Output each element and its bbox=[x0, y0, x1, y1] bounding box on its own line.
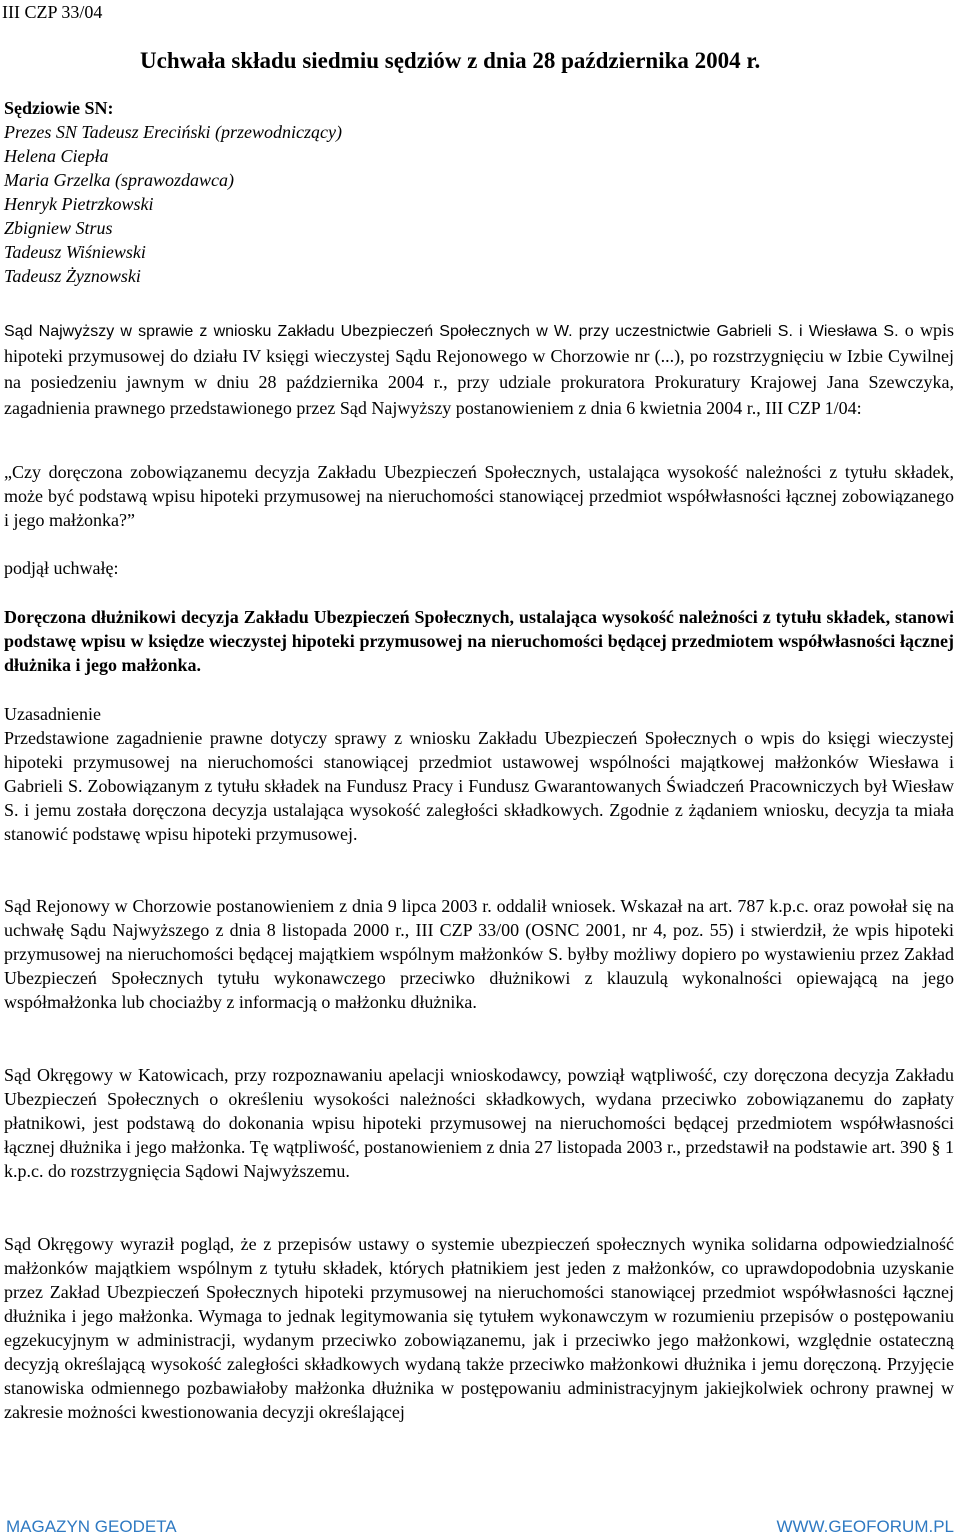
judge-name: Henryk Pietrzkowski bbox=[4, 194, 154, 214]
intro-sans-part: Sąd Najwyższy w sprawie z wniosku Zakładu Ubezpieczeń Społecznych w W. przy uczestnictwie Gabrieli S. i Wiesława S. bbox=[4, 323, 899, 340]
judge-name: Helena Ciepła bbox=[4, 146, 109, 166]
judge-name: Tadeusz Żyznowski bbox=[4, 266, 141, 286]
footer-publisher: MAGAZYN GEODETA bbox=[6, 1517, 177, 1536]
judges-section bbox=[4, 96, 342, 288]
justification-paragraph: Przedstawione zagadnienie prawne dotyczy sprawy z wniosku Zakładu Ubezpieczeń Społecznych o wpis do księgi wieczystej hipoteki przymusowej na nieruchomości stanowiącej przedmiot ustawowej wspólności majątkowej małżonków Wiesława i Gabrieli S. Zobowiązanym z tytułu składek na Fundusz Pracy i Fundusz Gwarantowanych Świadczeń Pracowniczych był Wiesław S. i jemu została doręczona decyzja ustalająca wysokość zaległości składkowych. Zgodnie z żądaniem wniosku, decyzja ta miała stanowić podstawę wpisu hipoteki przymusowej. bbox=[4, 728, 954, 844]
case-reference: III CZP 33/04 bbox=[2, 2, 103, 22]
resolved-label: podjął uchwałę: bbox=[4, 558, 119, 578]
justification-paragraph: Sąd Rejonowy w Chorzowie postanowieniem z dnia 9 lipca 2003 r. oddalił wniosek. Wskazał na art. 787 k.p.c. oraz powołał się na uchwałę Sądu Najwyższego z dnia 8 listopada 2000 r., III CZP 33/00 (OSNC 2001, nr 4, poz. 55) i stwierdził, że wpis hipoteki przymusowej na nieruchomości będącej majątkiem wspólnym małżonków S. byłby możliwy dopiero po wystawieniu przez Zakład Ubezpieczeń Społecznych tytułu wykonawczego przeciwko dłużnikowi z klauzulą wykonalności opiewającą na jego współmałżonka lub chociażby z informacją o małżonku dłużnika. bbox=[4, 896, 954, 1012]
resolution-text: Doręczona dłużnikowi decyzja Zakładu Ubezpieczeń Społecznych, ustalająca wysokość należności z tytułu składek, stanowi podstawę wpisu w księdze wieczystej hipoteki przymusowej na nieruchomości będącej przedmiotem współwłasności łącznej dłużnika i jego małżonka. bbox=[4, 607, 954, 675]
document-title: Uchwała składu siedmiu sędziów z dnia 28 października 2004 r. bbox=[140, 48, 761, 73]
justification-heading: Uzasadnienie bbox=[4, 704, 101, 724]
intro-serif-part: o wpis hipoteki przymusowej do działu IV księgi wieczystej Sądu Rejonowego w Chorzowie nr (...), po rozstrzygnięciu w Izbie Cywilnej na posiedzeniu jawnym w dniu 28 października 2004 r., przy udziale prokuratora Prokuratury Krajowej Jana Szewczyka, zagadnienia prawnego przedstawionego przez Sąd Najwyższy postanowieniem z dnia 6 kwietnia 2004 r., III CZP 1/04: bbox=[4, 320, 954, 418]
judge-name: Maria Grzelka (sprawozdawca) bbox=[4, 170, 234, 190]
intro-paragraph bbox=[4, 318, 954, 422]
footer-website: WWW.GEOFORUM.PL bbox=[776, 1517, 954, 1536]
judge-name: Zbigniew Strus bbox=[4, 218, 113, 238]
judges-heading: Sędziowie SN: bbox=[4, 98, 114, 118]
judge-name: Tadeusz Wiśniewski bbox=[4, 242, 146, 262]
legal-question: „Czy doręczona zobowiązanemu decyzja Zakładu Ubezpieczeń Społecznych, ustalająca wysokość należności z tytułu składek, może być podstawą wpisu hipoteki przymusowej na nieruchomości stanowiącej przedmiot współwłasności łącznej zobowiązanego i jego małżonka?” bbox=[4, 462, 954, 530]
justification-paragraph: Sąd Okręgowy wyraził pogląd, że z przepisów ustawy o systemie ubezpieczeń społecznych wynika solidarna odpowiedzialność małżonków majątkiem wspólnym z tytułu składek, których płatnikiem jest jeden z małżonków, co uprawdopodobnia uzyskanie przez Zakład Ubezpieczeń Społecznych hipoteki przymusowej na nieruchomości stanowiącej przedmiot współwłasności łącznej dłużnika i jego małżonka. Wymaga to jednak legitymowania się tytułem wykonawczym w rozumieniu przepisów o postępowaniu egzekucyjnym w administracji, wydanym przeciwko zobowiązanemu, jak i przeciwko jego małżonkowi, względnie ostateczną decyzją określającą wysokość zaległości składkowych wydaną także przeciwko małżonkowi dłużnika i jemu doręczoną. Przyjęcie stanowiska odmiennego pozbawiałoby małżonka dłużnika w postępowaniu administracyjnym jakiejkolwiek ochrony prawnej w zakresie możności kwestionowania decyzji określającej bbox=[4, 1234, 954, 1422]
justification-paragraph: Sąd Okręgowy w Katowicach, przy rozpoznawaniu apelacji wnioskodawcy, powziął wątpliwość, czy doręczona decyzja Zakładu Ubezpieczeń Społecznych o określeniu wysokości należności składkowych, wydana przeciwko zobowiązanemu do zapłaty płatnikowi, jest podstawą do dokonania wpisu hipoteki przymusowej na nieruchomości będącej przedmiotem współwłasności łącznej dłużnika i jego małżonka. Tę wątpliwość, postanowieniem z dnia 27 listopada 2003 r., przedstawił na podstawie art. 390 § 1 k.p.c. do rozstrzygnięcia Sądowi Najwyższemu. bbox=[4, 1065, 954, 1181]
judge-name: Prezes SN Tadeusz Ereciński (przewodniczący) bbox=[4, 122, 342, 142]
